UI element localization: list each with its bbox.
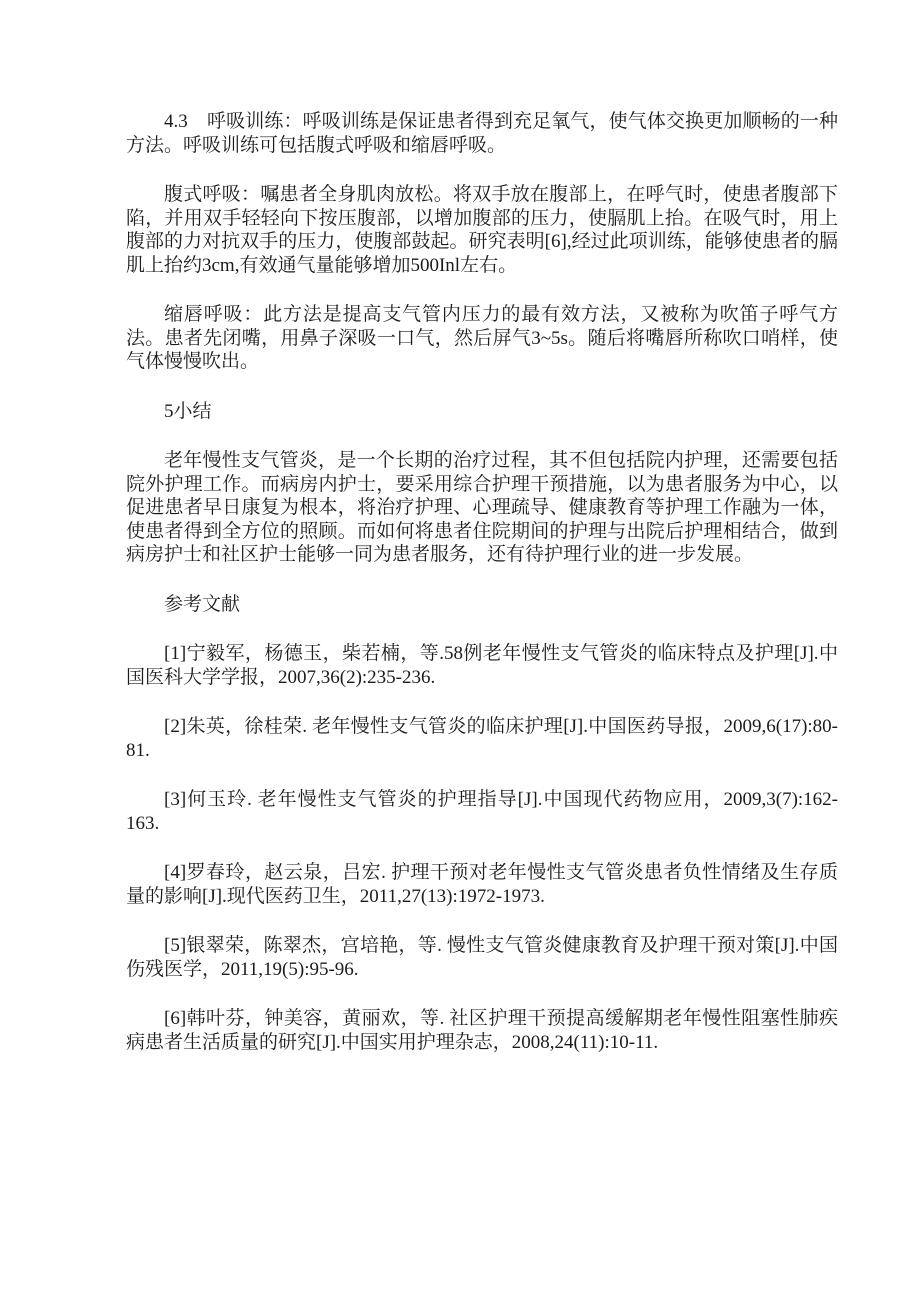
paragraph-abdominal-breathing: 腹式呼吸：嘱患者全身肌肉放松。将双手放在腹部上，在呼气时，使患者腹部下陷，并用双手轻轻向下按压腹部，以增加腹部的压力，使膈肌上抬。在吸气时，用上腹部的力对抗双手的压力，使腹部鼓起。研究表明[6],经过此项训练，能够使患者的膈肌上抬约3cm,有效通气量能够增加500Inl左右。 [126,184,838,276]
heading-references: 参考文献 [164,593,241,615]
reference-item-1: [1]宁毅军，杨德玉，柴若楠，等.58例老年慢性支气管炎的临床特点及护理[J].中国医科大学学报，2007,36(2):235-236. [126,643,838,688]
heading-summary: 5小结 [164,400,212,422]
reference-item-4: [4]罗春玲，赵云泉，吕宏. 护理干预对老年慢性支气管炎患者负性情绪及生存质量的影响[J].现代医药卫生，2011,27(13):1972-1973. [126,862,838,907]
paragraph-summary-body: 老年慢性支气管炎，是一个长期的治疗过程，其不但包括院内护理，还需要包括院外护理工作。而病房内护士，要采用综合护理干预措施，以为患者服务为中心，以促进患者早日康复为根本，将治疗护理、心理疏导、健康教育等护理工作融为一体，使患者得到全方位的照顾。而如何将患者住院期间的护理与出院后护理相结合，做到病房护士和社区护士能够一同为患者服务，还有待护理行业的进一步发展。 [126,450,838,565]
paragraph-breathing-training-intro: 4.3 呼吸训练：呼吸训练是保证患者得到充足氧气，使气体交换更加顺畅的一种方法。呼吸训练可包括腹式呼吸和缩唇呼吸。 [126,111,838,156]
reference-item-5: [5]银翠荣，陈翠杰，宫培艳，等. 慢性支气管炎健康教育及护理干预对策[J].中国 伤残医学，2011,19(5):95-96. [126,935,838,980]
reference-item-6: [6]韩叶芬，钟美容，黄丽欢，等. 社区护理干预提高缓解期老年慢性阻塞性肺疾病患者生活质量的研究[J].中国实用护理杂志，2008,24(11):10-11. [126,1008,838,1053]
reference-item-3: [3]何玉玲. 老年慢性支气管炎的护理指导[J].中国现代药物应用，2009,3(7):162-163. [126,789,838,834]
paragraph-pursed-lip-breathing: 缩唇呼吸：此方法是提高支气管内压力的最有效方法，又被称为吹笛子呼气方法。患者先闭嘴，用鼻子深吸一口气，然后屏气3~5s。随后将嘴唇所称吹口哨样，使气体慢慢吹出。 [126,304,838,372]
article-text-body [126,110,838,1080]
reference-item-2: [2]朱英，徐桂荣. 老年慢性支气管炎的临床护理[J].中国医药导报，2009,6(17):80-81. [126,716,838,761]
